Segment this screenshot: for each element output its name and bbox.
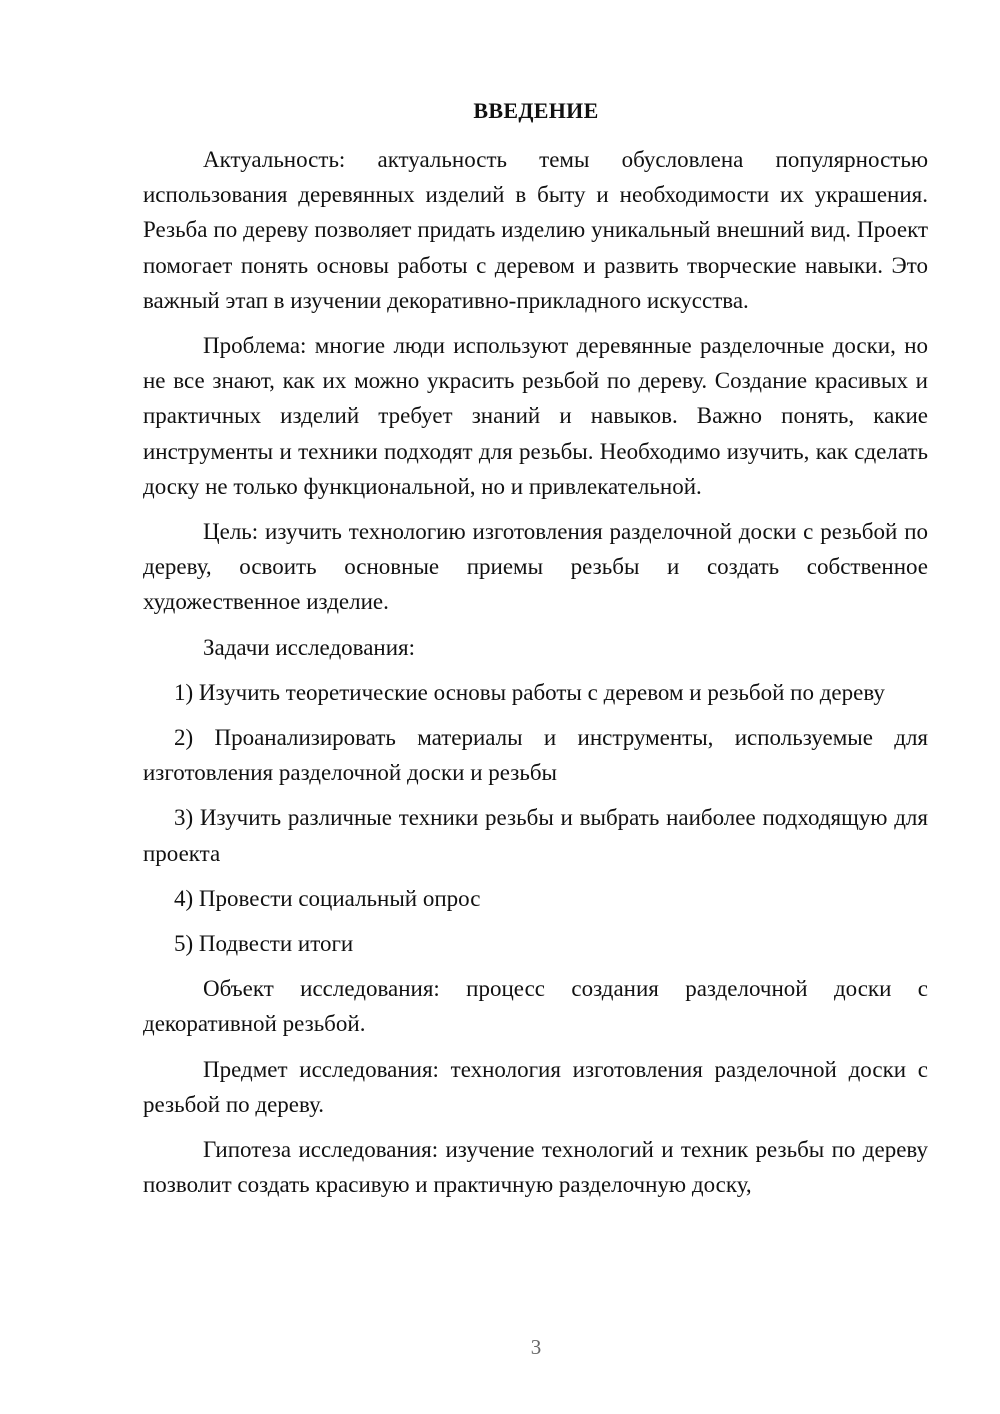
paragraph-tasks-heading: Задачи исследования: — [203, 634, 416, 660]
section-title: ВВЕДЕНИЕ — [473, 98, 599, 123]
list-item-task-4: 4) Провести социальный опрос — [174, 885, 481, 911]
list-item-task-5: 5) Подвести итоги — [174, 931, 354, 957]
paragraph-hypothesis: Гипотеза исследования: изучение технологий и техник резьбы по дереву позволит создать красивую и практичную разделочную доску, — [143, 1137, 928, 1198]
paragraph-goal: Цель: изучить технологию изготовления разделочной доски с резьбой по дереву, освоить основные приемы резьбы и создать собственное художественное изделие. — [143, 519, 928, 615]
list-item-task-1: 1) Изучить теоретические основы работы с деревом и резьбой по дереву — [174, 679, 885, 705]
paragraph-problem: Проблема: многие люди используют деревянные разделочные доски, но не все знают, как их можно украсить резьбой по дереву. Создание красивых и практичных изделий требует знаний и навыков. Важно понять, какие инструменты и техники подходят для резьбы. Необходимо изучить, как сделать доску не только функциональной, но и привлекательной. — [143, 333, 928, 499]
list-item-task-3: 3) Изучить различные техники резьбы и выбрать наиболее подходящую для проекта — [143, 805, 928, 866]
page-number: 3 — [530, 1335, 542, 1359]
paragraph-relevance: Актуальность: актуальность темы обусловлена популярностью использования деревянных изделий в быту и необходимости их украшения. Резьба по дереву позволяет придать изделию уникальный внешний вид. Проект помогает понять основы работы с деревом и развить творческие навыки. Это важный этап в изучении декоративно-прикладного искусства. — [143, 147, 928, 313]
list-item-task-2: 2) Проанализировать материалы и инструменты, используемые для изготовления разделочной доски и резьбы — [143, 725, 928, 786]
body-text — [143, 142, 928, 1212]
paragraph-object: Объект исследования: процесс создания разделочной доски с декоративной резьбой. — [143, 976, 928, 1037]
paragraph-subject: Предмет исследования: технология изготовления разделочной доски с резьбой по дереву. — [143, 1056, 928, 1117]
